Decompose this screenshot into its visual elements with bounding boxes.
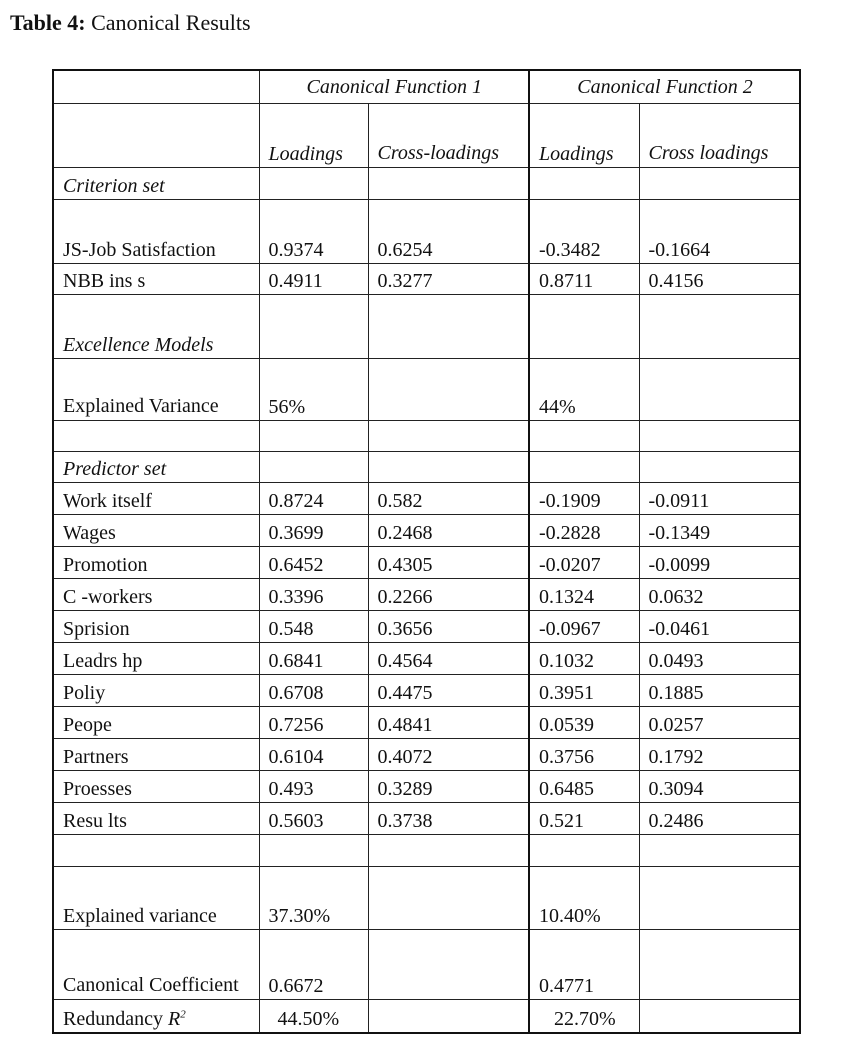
predictor-row-7 xyxy=(53,707,800,739)
cross-loading-f2: 0.0493 xyxy=(639,643,800,675)
caption-label: Table 4: xyxy=(10,10,86,35)
cross-loading-f2: -0.1664 xyxy=(639,200,800,264)
canonical-coefficient-f1: 0.6672 xyxy=(259,930,368,1000)
loading-f2: -0.1909 xyxy=(529,483,639,515)
row-label: Poliy xyxy=(53,675,259,707)
predictor-row-9 xyxy=(53,771,800,803)
excellence-models-title: Excellence Models xyxy=(53,295,259,359)
cross-loading-f1: 0.2468 xyxy=(368,515,529,547)
predictor-row-1 xyxy=(53,515,800,547)
loading-f1: 0.6104 xyxy=(259,739,368,771)
redundancy-row xyxy=(53,1000,800,1033)
header-row-columns xyxy=(53,104,800,168)
cross-loading-f1: 0.2266 xyxy=(368,579,529,611)
criterion-explained-variance-row xyxy=(53,359,800,421)
row-label: Work itself xyxy=(53,483,259,515)
predictor-explained-variance-row xyxy=(53,867,800,930)
loading-f2: -0.0207 xyxy=(529,547,639,579)
row-label: Partners xyxy=(53,739,259,771)
cross-loading-f1: 0.3656 xyxy=(368,611,529,643)
cross-loading-f2: 0.1792 xyxy=(639,739,800,771)
cross-loading-f2: 0.4156 xyxy=(639,264,800,295)
predictor-row-10 xyxy=(53,803,800,835)
criterion-row-0 xyxy=(53,200,800,264)
cross-loading-f1: 0.4564 xyxy=(368,643,529,675)
redundancy-label xyxy=(53,1000,259,1033)
loading-f1: 0.7256 xyxy=(259,707,368,739)
row-label: Sprision xyxy=(53,611,259,643)
cross-loading-f1: 0.3289 xyxy=(368,771,529,803)
cross-loading-f2: -0.0911 xyxy=(639,483,800,515)
canonical-coefficient-f2: 0.4771 xyxy=(529,930,639,1000)
loading-f1: 0.3699 xyxy=(259,515,368,547)
loading-f1: 0.4911 xyxy=(259,264,368,295)
header-loadings-1: Loadings xyxy=(259,104,368,168)
loading-f2: 0.1032 xyxy=(529,643,639,675)
spacer-row xyxy=(53,421,800,452)
spacer-row xyxy=(53,835,800,867)
cross-loading-f1: 0.4305 xyxy=(368,547,529,579)
loading-f1: 0.5603 xyxy=(259,803,368,835)
header-function-1: Canonical Function 1 xyxy=(259,70,529,104)
criterion-row-1 xyxy=(53,264,800,295)
loading-f2: 0.3951 xyxy=(529,675,639,707)
header-empty-cell xyxy=(53,104,259,168)
canonical-coefficient-row xyxy=(53,930,800,1000)
predictor-row-5 xyxy=(53,643,800,675)
row-label: C -workers xyxy=(53,579,259,611)
cross-loading-f1: 0.582 xyxy=(368,483,529,515)
cross-loading-f1: 0.3738 xyxy=(368,803,529,835)
cross-loading-f2: -0.1349 xyxy=(639,515,800,547)
loading-f2: 0.6485 xyxy=(529,771,639,803)
loading-f2: -0.0967 xyxy=(529,611,639,643)
predictor-set-row xyxy=(53,452,800,483)
cross-loading-f2: -0.0099 xyxy=(639,547,800,579)
loading-f1: 0.6708 xyxy=(259,675,368,707)
criterion-set-row xyxy=(53,168,800,200)
cross-loading-f1: 0.4475 xyxy=(368,675,529,707)
row-label: Proesses xyxy=(53,771,259,803)
explained-variance-f1: 37.30% xyxy=(259,867,368,930)
criterion-set-title: Criterion set xyxy=(53,168,259,200)
loading-f1: 0.8724 xyxy=(259,483,368,515)
cross-loading-f2: 0.1885 xyxy=(639,675,800,707)
loading-f1: 0.9374 xyxy=(259,200,368,264)
header-empty-cell xyxy=(53,70,259,104)
row-label: JS-Job Satisfaction xyxy=(53,200,259,264)
header-loadings-2: Loadings xyxy=(529,104,639,168)
cross-loading-f2: 0.0632 xyxy=(639,579,800,611)
cross-loading-f1: 0.4072 xyxy=(368,739,529,771)
cross-loading-f2: 0.0257 xyxy=(639,707,800,739)
header-cross-loadings-1: Cross-loadings xyxy=(368,104,529,168)
loading-f1: 0.548 xyxy=(259,611,368,643)
header-function-2: Canonical Function 2 xyxy=(529,70,800,104)
cross-loading-f2: 0.2486 xyxy=(639,803,800,835)
header-row-functions xyxy=(53,70,800,104)
excellence-models-row xyxy=(53,295,800,359)
canonical-coefficient-label: Canonical Coefficient xyxy=(53,930,259,1000)
row-label: Wages xyxy=(53,515,259,547)
loading-f2: 0.3756 xyxy=(529,739,639,771)
row-label: NBB ins s xyxy=(53,264,259,295)
predictor-row-2 xyxy=(53,547,800,579)
row-label: Peope xyxy=(53,707,259,739)
loading-f1: 0.6452 xyxy=(259,547,368,579)
row-label: Promotion xyxy=(53,547,259,579)
explained-variance-f1: 56% xyxy=(259,359,368,421)
explained-variance-label: Explained Variance xyxy=(53,359,259,421)
loading-f2: 0.1324 xyxy=(529,579,639,611)
loading-f2: -0.3482 xyxy=(529,200,639,264)
loading-f2: -0.2828 xyxy=(529,515,639,547)
explained-variance-f2: 44% xyxy=(529,359,639,421)
header-cross-loadings-2: Cross loadings xyxy=(639,104,800,168)
canonical-results-table xyxy=(52,69,801,1034)
predictor-row-0 xyxy=(53,483,800,515)
loading-f2: 0.0539 xyxy=(529,707,639,739)
predictor-row-4 xyxy=(53,611,800,643)
loading-f2: 0.8711 xyxy=(529,264,639,295)
cross-loading-f2: 0.3094 xyxy=(639,771,800,803)
loading-f2: 0.521 xyxy=(529,803,639,835)
predictor-row-3 xyxy=(53,579,800,611)
predictor-set-title: Predictor set xyxy=(53,452,259,483)
loading-f1: 0.6841 xyxy=(259,643,368,675)
explained-variance-f2: 10.40% xyxy=(529,867,639,930)
redundancy-f2: 22.70% xyxy=(529,1000,639,1033)
predictor-row-8 xyxy=(53,739,800,771)
loading-f1: 0.493 xyxy=(259,771,368,803)
row-label: Leadrs hp xyxy=(53,643,259,675)
table-caption xyxy=(10,10,251,36)
predictor-row-6 xyxy=(53,675,800,707)
explained-variance-label: Explained variance xyxy=(53,867,259,930)
loading-f1: 0.3396 xyxy=(259,579,368,611)
redundancy-label-text: Redundancy R xyxy=(63,1007,181,1030)
cross-loading-f1: 0.3277 xyxy=(368,264,529,295)
cross-loading-f1: 0.6254 xyxy=(368,200,529,264)
cross-loading-f2: -0.0461 xyxy=(639,611,800,643)
row-label: Resu lts xyxy=(53,803,259,835)
redundancy-superscript: 2 xyxy=(180,1007,186,1020)
caption-title: Canonical Results xyxy=(91,10,251,35)
cross-loading-f1: 0.4841 xyxy=(368,707,529,739)
redundancy-f1: 44.50% xyxy=(259,1000,368,1033)
